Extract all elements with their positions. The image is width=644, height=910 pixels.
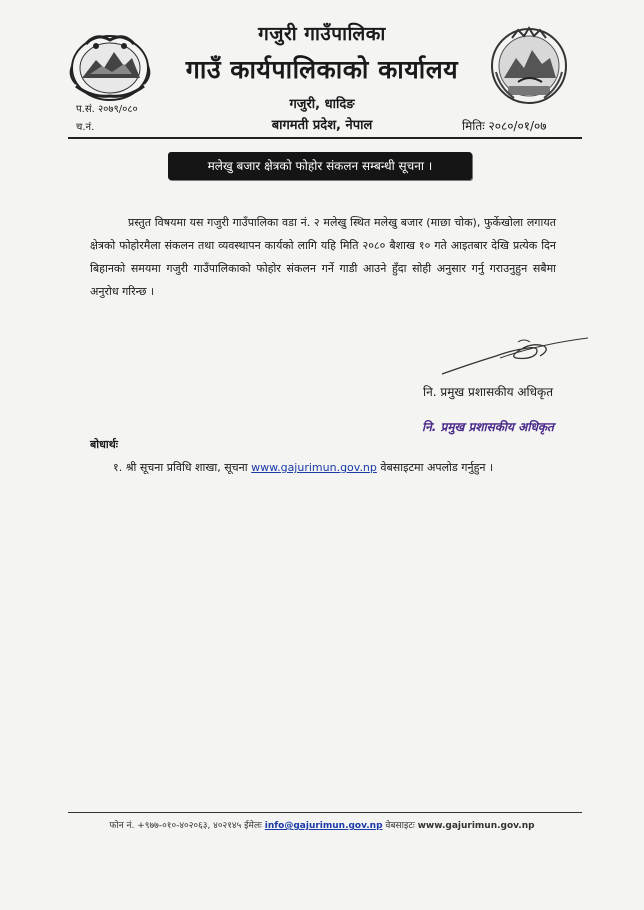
subject-banner: मलेखु बजार क्षेत्रको फोहोर संकलन सम्बन्धी सूचना ।	[168, 152, 472, 180]
footer-divider	[68, 812, 582, 813]
cc-item	[113, 460, 493, 475]
reference-number: च.नं.	[76, 122, 95, 133]
fiscal-year: प.सं. २०७९/०८०	[76, 104, 138, 115]
signature-mark-icon	[440, 334, 590, 380]
footer-phone: फोन नं. +९७७-०१०-४०२०६३, ४०२१४५	[109, 821, 242, 831]
footer-website-link[interactable]: www.gajurimun.gov.np	[417, 821, 535, 831]
header-divider	[68, 137, 582, 139]
cc-item-suffix: वेबसाइटमा अपलोड गर्नुहुन ।	[380, 461, 494, 474]
website-link[interactable]: www.gajurimun.gov.np	[251, 461, 377, 474]
footer-contact	[0, 818, 644, 831]
office-name: गाउँ कार्यपालिकाको कार्यालय	[185, 55, 459, 84]
cc-item-prefix: १. श्री सूचना प्रविधि शाखा, सूचना	[113, 461, 248, 474]
cc-label: बोधार्थः	[90, 438, 118, 451]
office-location: गजुरी, धादिङ	[289, 97, 355, 112]
issue-date: मितिः २०८०/०१/०७	[462, 119, 547, 133]
municipality-name: गजुरी गाउँपालिका	[258, 23, 386, 45]
footer-email-label: ईमेलः	[244, 821, 262, 831]
province-name: बागमती प्रदेश, नेपाल	[271, 118, 373, 133]
signatory-title: नि. प्रमुख प्रशासकीय अधिकृत	[423, 385, 554, 399]
reference-block	[76, 101, 138, 137]
footer-email-link[interactable]: info@gajurimun.gov.np	[264, 821, 383, 831]
signatory-stamp: नि. प्रमुख प्रशासकीय अधिकृत	[422, 420, 554, 434]
notice-body: प्रस्तुत विषयमा यस गजुरी गाउँपालिका वडा नं. २ मलेखु स्थित मलेखु बजार (माछा चोक), फुर्केखोला लगायत क्षेत्रको फोहोरमैला संकलन तथा व्यवस्थापन कार्यको लागि यहि मिति २०८० बैशाख १० गते आइतबार देखि प्रत्येक दिन बिहानको समयमा गजुरी गाउँपालिकाको फोहोर संकलन गर्ने गाडी आउने हुँदा सोही अनुसार गर्नु गराउनुहुन सबैमा अनुरोध गरिन्छ ।	[90, 216, 556, 298]
footer-website-label: वेबसाइटः	[385, 821, 415, 831]
